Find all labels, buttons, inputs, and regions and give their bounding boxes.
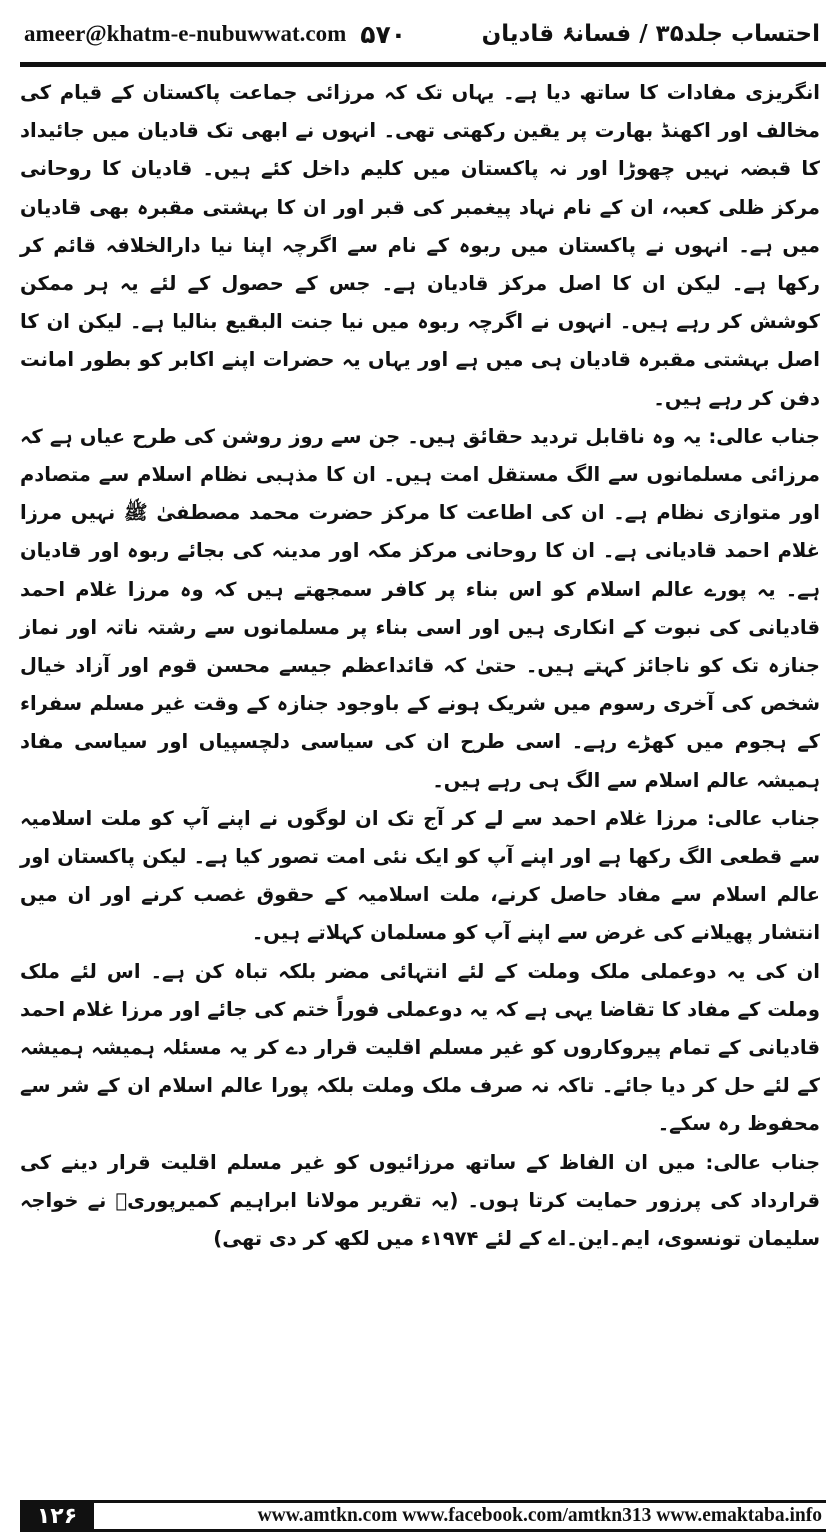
header-page-number: ۵۷۰ bbox=[360, 19, 407, 49]
footer-page-number: ۱۲۶ bbox=[20, 1500, 94, 1532]
header-rule bbox=[20, 62, 826, 67]
page-footer bbox=[20, 1500, 826, 1532]
footer-bar bbox=[94, 1500, 826, 1532]
paragraph-5: جناب عالی: میں ان الفاظ کے ساتھ مرزائیوں کو غیر مسلم اقلیت قرار دینے کی قرارداد کی پرزور حمایت کرتا ہوں۔ (یہ تقریر مولانا ابراہیم کمیرپوریؒ نے خواجہ سلیمان تونسوی، ایم۔این۔اے کے لئے ۱۹۷۴ء میں لکھ کر دی تھی) bbox=[20, 1150, 820, 1251]
header-email: ameer@khatm-e-nubuwwat.com bbox=[24, 21, 347, 46]
paragraph-1: انگریزی مفادات کا ساتھ دیا ہے۔ یہاں تک کہ مرزائی جماعت پاکستان کے قیام کی مخالف اور اکھنڈ بھارت پر یقین رکھتی تھی۔ انہوں نے ابھی تک قادیان میں جائیداد کا قبضہ نہیں چھوڑا اور نہ پاکستان میں کلیم داخل کئے ہیں۔ قادیان کا روحانی مرکز ظلی کعبہ، ان کے نام نہاد پیغمبر کی قبر اور ان کا بہشتی مقبرہ بھی قادیان میں ہے۔ انہوں نے پاکستان میں ربوہ کے نام سے اگرچہ اپنا نیا دارالخلافہ قائم کر رکھا ہے۔ لیکن ان کا اصل مرکز قادیان ہے۔ جس کے حصول کے لئے یہ ہر ممکن کوشش کر رہے ہیں۔ انہوں نے اگرچہ ربوہ میں نیا جنت البقیع بنالیا ہے۔ لیکن ان کا اصل بہشتی مقبرہ قادیان ہی میں ہے اور یہاں یہ حضرات اپنے اکابر کو بطور امانت دفن کر رہے ہیں۔ bbox=[20, 81, 820, 410]
paragraph-2: جناب عالی: یہ وہ ناقابل تردید حقائق ہیں۔ جن سے روز روشن کی طرح عیاں ہے کہ مرزائی مسلمانوں سے الگ مستقل امت ہیں۔ ان کا مذہبی نظام اسلام سے متصادم اور متوازی نظام ہے۔ ان کی اطاعت کا مرکز حضرت محمد مصطفیٰ ﷺ نہیں مرزا غلام احمد قادیانی ہے۔ ان کا روحانی مرکز مکہ اور مدینہ کی بجائے ربوہ اور قادیان ہے۔ یہ پورے عالم اسلام کو اس بناء پر کافر سمجھتے ہیں کہ وہ مرزا غلام احمد قادیانی کی نبوت کے انکاری ہیں اور اسی بناء پر مسلمانوں سے رشتہ ناتہ اور نماز جنازہ تک کو ناجائز کہتے ہیں۔ حتیٰ کہ قائداعظم جیسے محسن قوم اور آزاد خیال شخص کی آخری رسوم میں شریک ہونے کے باوجود جنازہ کے وقت غیر مسلم سفراء کے ہجوم میں کھڑے رہے۔ اسی طرح ان کی سیاسی دلچسپیاں اور سیاسی مفاد ہمیشہ عالم اسلام سے الگ ہی رہے ہیں۔ bbox=[20, 424, 820, 792]
page-header bbox=[24, 14, 820, 54]
footer-links: www.amtkn.com www.facebook.com/amtkn313 www.emaktaba.info bbox=[257, 1505, 822, 1526]
body-text bbox=[20, 74, 820, 1258]
header-title: احتساب جلد۳۵ / فسانۂ قادیان bbox=[481, 21, 820, 47]
paragraph-3: جناب عالی: مرزا غلام احمد سے لے کر آج تک ان لوگوں نے اپنے آپ کو ملت اسلامیہ سے قطعی الگ رکھا ہے اور اپنے آپ کو ایک نئی امت تصور کیا ہے۔ لیکن پاکستان اور عالم اسلام سے مفاد حاصل کرنے، ملت اسلامیہ کے حقوق غصب کرنے اور ان میں انتشار پھیلانے کی غرض سے اپنے آپ کو مسلمان کہلاتے ہیں۔ bbox=[20, 806, 820, 945]
header-left bbox=[24, 20, 406, 49]
paragraph-4: ان کی یہ دوعملی ملک وملت کے لئے انتہائی مضر بلکہ تباہ کن ہے۔ اس لئے ملک وملت کے مفاد کا تقاضا یہی ہے کہ یہ دوعملی فوراً ختم کی جائے اور مرزا غلام احمد قادیانی کے تمام پیروکاروں کو غیر مسلم اقلیت قرار دے کر یہ مسئلہ ہمیشہ ہمیشہ کے لئے حل کر دیا جائے۔ تاکہ نہ صرف ملک وملت بلکہ پورا عالم اسلام ان کے شر سے محفوظ رہ سکے۔ bbox=[20, 959, 820, 1136]
